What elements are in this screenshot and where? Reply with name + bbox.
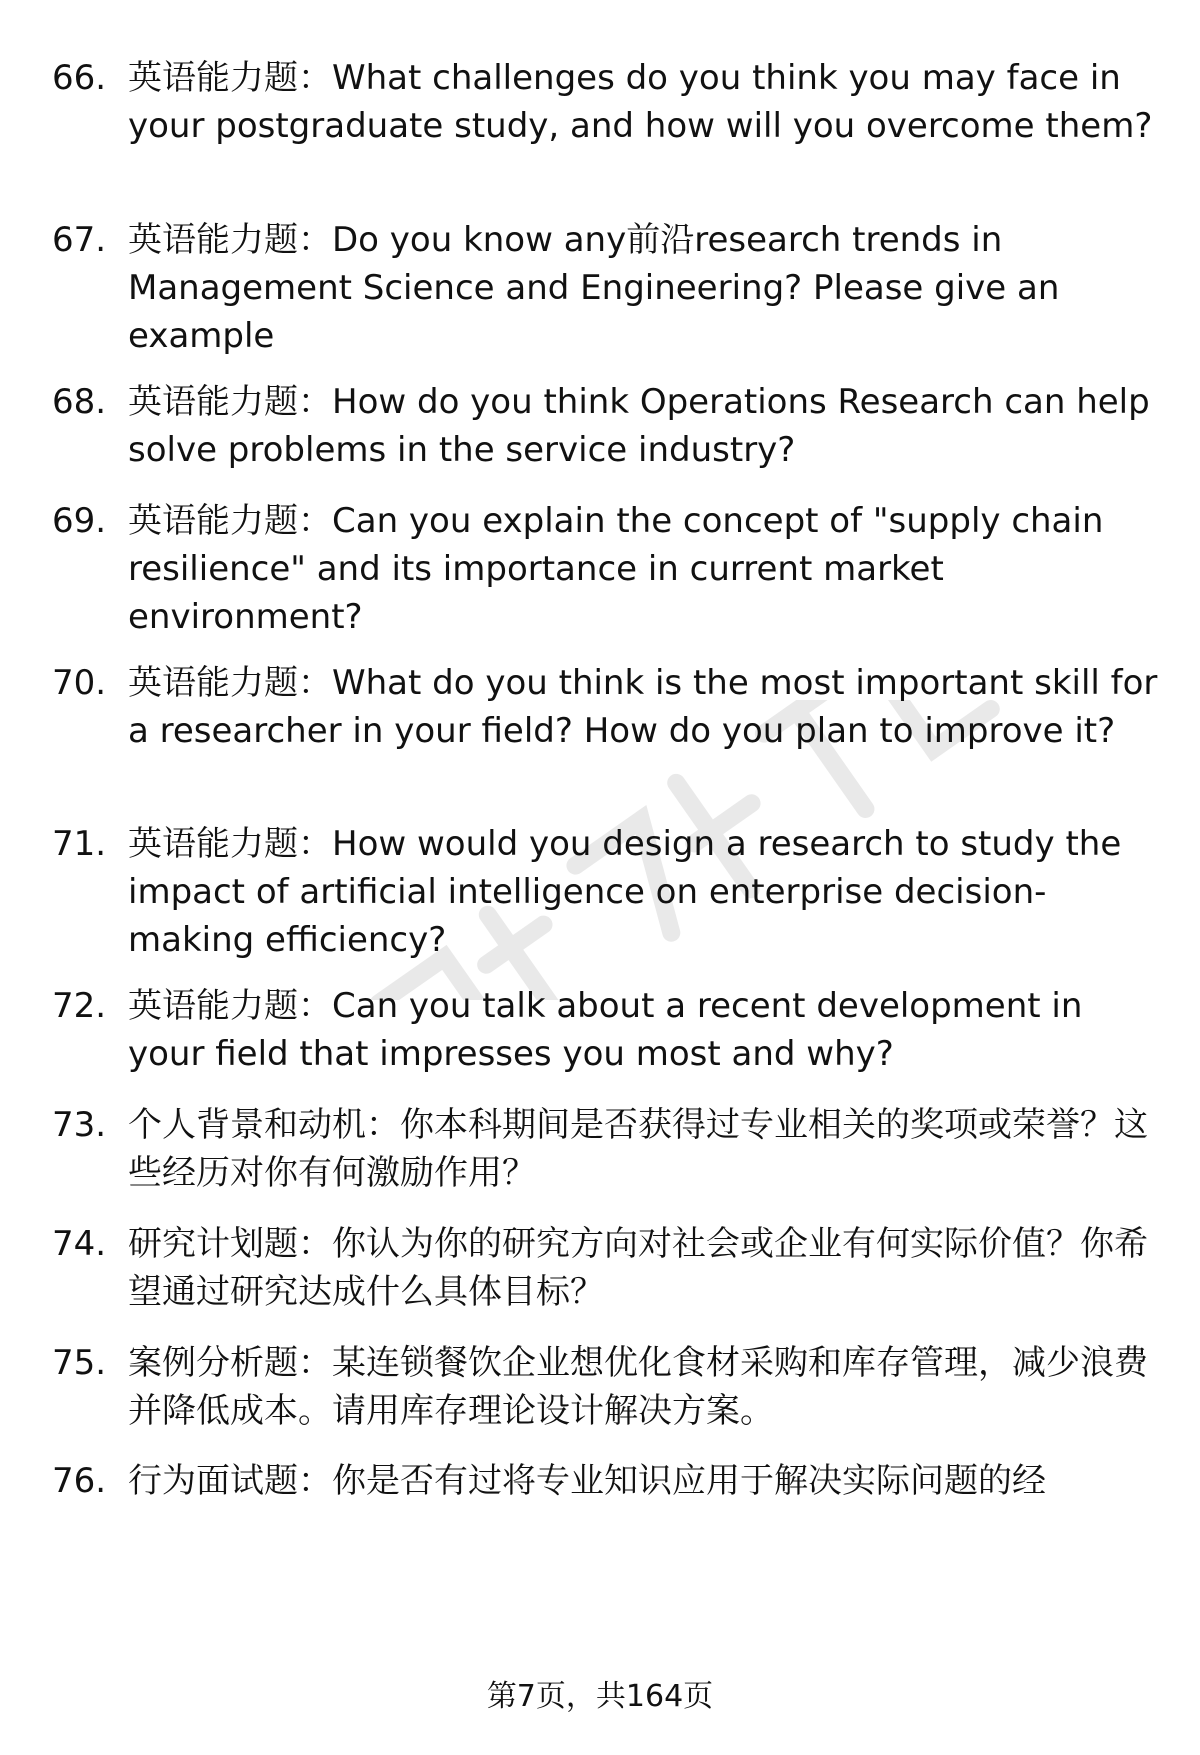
- question-number: 68.: [52, 382, 107, 422]
- question-text: 英语能力题：How do you think Operations Research can help solve problems in the service industry?: [128, 382, 1150, 470]
- question-text: 英语能力题：Do you know any前沿research trends in Management Science and Engineering? Please give an example: [128, 220, 1060, 356]
- question-text: 行为面试题：你是否有过将专业知识应用于解决实际问题的经: [128, 1461, 1046, 1501]
- question-text: 个人背景和动机：你本科期间是否获得过专业相关的奖项或荣誉？这些经历对你有何激励作用？: [128, 1105, 1148, 1193]
- question-number: 73.: [52, 1105, 107, 1145]
- question-text: 案例分析题：某连锁餐饮企业想优化食材采购和库存管理，减少浪费并降低成本。请用库存理论设计解决方案。: [128, 1343, 1148, 1431]
- question-number: 72.: [52, 986, 107, 1026]
- question-number: 75.: [52, 1343, 107, 1383]
- question-number: 74.: [52, 1224, 107, 1264]
- question-text: 英语能力题：Can you explain the concept of "supply chain resilience" and its importance in current market environment?: [128, 501, 1104, 637]
- question-number: 66.: [52, 58, 107, 98]
- question-number: 76.: [52, 1461, 107, 1501]
- question-number: 69.: [52, 501, 107, 541]
- question-number: 67.: [52, 220, 107, 260]
- question-number: 71.: [52, 824, 107, 864]
- question-number: 70.: [52, 663, 107, 703]
- question-text: 英语能力题：How would you design a research to study the impact of artificial intelligence on enterprise decision-making efficiency?: [128, 824, 1122, 960]
- question-text: 英语能力题：Can you talk about a recent development in your field that impresses you most and why?: [128, 986, 1083, 1074]
- page-number-footer: 第7页，共164页: [486, 1679, 714, 1714]
- question-text: 英语能力题：What challenges do you think you may face in your postgraduate study, and how will you overcome them?: [128, 58, 1153, 146]
- question-text: 英语能力题：What do you think is the most important skill for a researcher in your field? How do you plan to improve it?: [128, 663, 1158, 751]
- question-text: 研究计划题：你认为你的研究方向对社会或企业有何实际价值？你希望通过研究达成什么具体目标？: [128, 1224, 1148, 1312]
